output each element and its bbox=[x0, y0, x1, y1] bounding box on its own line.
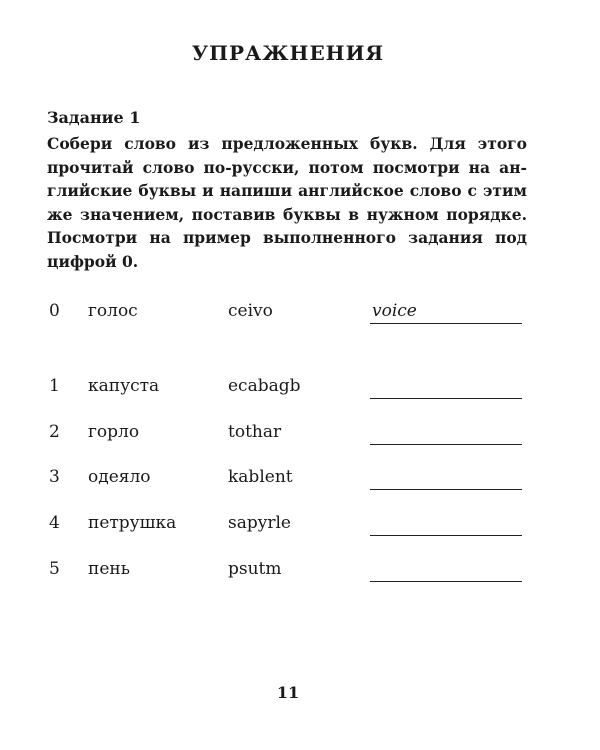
exercise-row bbox=[0, 467, 600, 491]
answer-line[interactable] bbox=[370, 422, 522, 445]
instruction-line: цифрой 0. bbox=[47, 251, 139, 271]
answer-line[interactable] bbox=[370, 376, 522, 399]
scrambled-letters: sapyrle bbox=[228, 513, 291, 533]
russian-word: одеяло bbox=[88, 467, 151, 487]
instruction-line: Собери слово из предложенных букв. Для этого bbox=[47, 134, 527, 153]
instruction-line: прочитай слово по-русски, потом посмотри на ан- bbox=[47, 157, 527, 177]
scrambled-letters: ceivo bbox=[228, 301, 273, 321]
exercise-row-example bbox=[0, 301, 600, 325]
task-instructions bbox=[47, 132, 527, 273]
exercise-row bbox=[0, 376, 600, 400]
russian-word: петрушка bbox=[88, 513, 177, 533]
scrambled-letters: kablent bbox=[228, 467, 293, 487]
item-number: 1 bbox=[49, 376, 60, 396]
scrambled-letters: tothar bbox=[228, 422, 282, 442]
item-number: 3 bbox=[49, 467, 60, 487]
answer-line[interactable] bbox=[370, 301, 522, 324]
task-title: Задание 1 bbox=[47, 108, 141, 127]
instruction-line: глийские буквы и напиши английское слово с этим bbox=[47, 181, 527, 200]
answer-text: voice bbox=[372, 301, 417, 321]
answer-line[interactable] bbox=[370, 513, 522, 536]
answer-line[interactable] bbox=[370, 467, 522, 490]
answer-text bbox=[370, 376, 372, 396]
answer-line[interactable] bbox=[370, 559, 522, 582]
item-number: 4 bbox=[49, 513, 60, 533]
instruction-line: Посмотри на пример выполненного задания под bbox=[47, 228, 527, 247]
exercise-row bbox=[0, 559, 600, 583]
russian-word: горло bbox=[88, 422, 140, 442]
answer-text bbox=[370, 513, 372, 533]
item-number: 2 bbox=[49, 422, 60, 442]
answer-text bbox=[370, 467, 372, 487]
scrambled-letters: ecabagb bbox=[228, 376, 301, 396]
russian-word: пень bbox=[88, 559, 130, 579]
exercise-row bbox=[0, 513, 600, 537]
exercise-row bbox=[0, 422, 600, 446]
scrambled-letters: psutm bbox=[228, 559, 282, 579]
page-number: 11 bbox=[276, 683, 300, 702]
russian-word: голос bbox=[88, 301, 138, 321]
answer-text bbox=[370, 559, 372, 579]
page-title: УПРАЖНЕНИЯ bbox=[191, 41, 385, 65]
russian-word: капуста bbox=[88, 376, 160, 396]
answer-text bbox=[370, 422, 372, 442]
instruction-line: же значением, поставив буквы в нужном порядке. bbox=[47, 204, 527, 224]
item-number: 5 bbox=[49, 559, 60, 579]
item-number: 0 bbox=[49, 301, 60, 321]
